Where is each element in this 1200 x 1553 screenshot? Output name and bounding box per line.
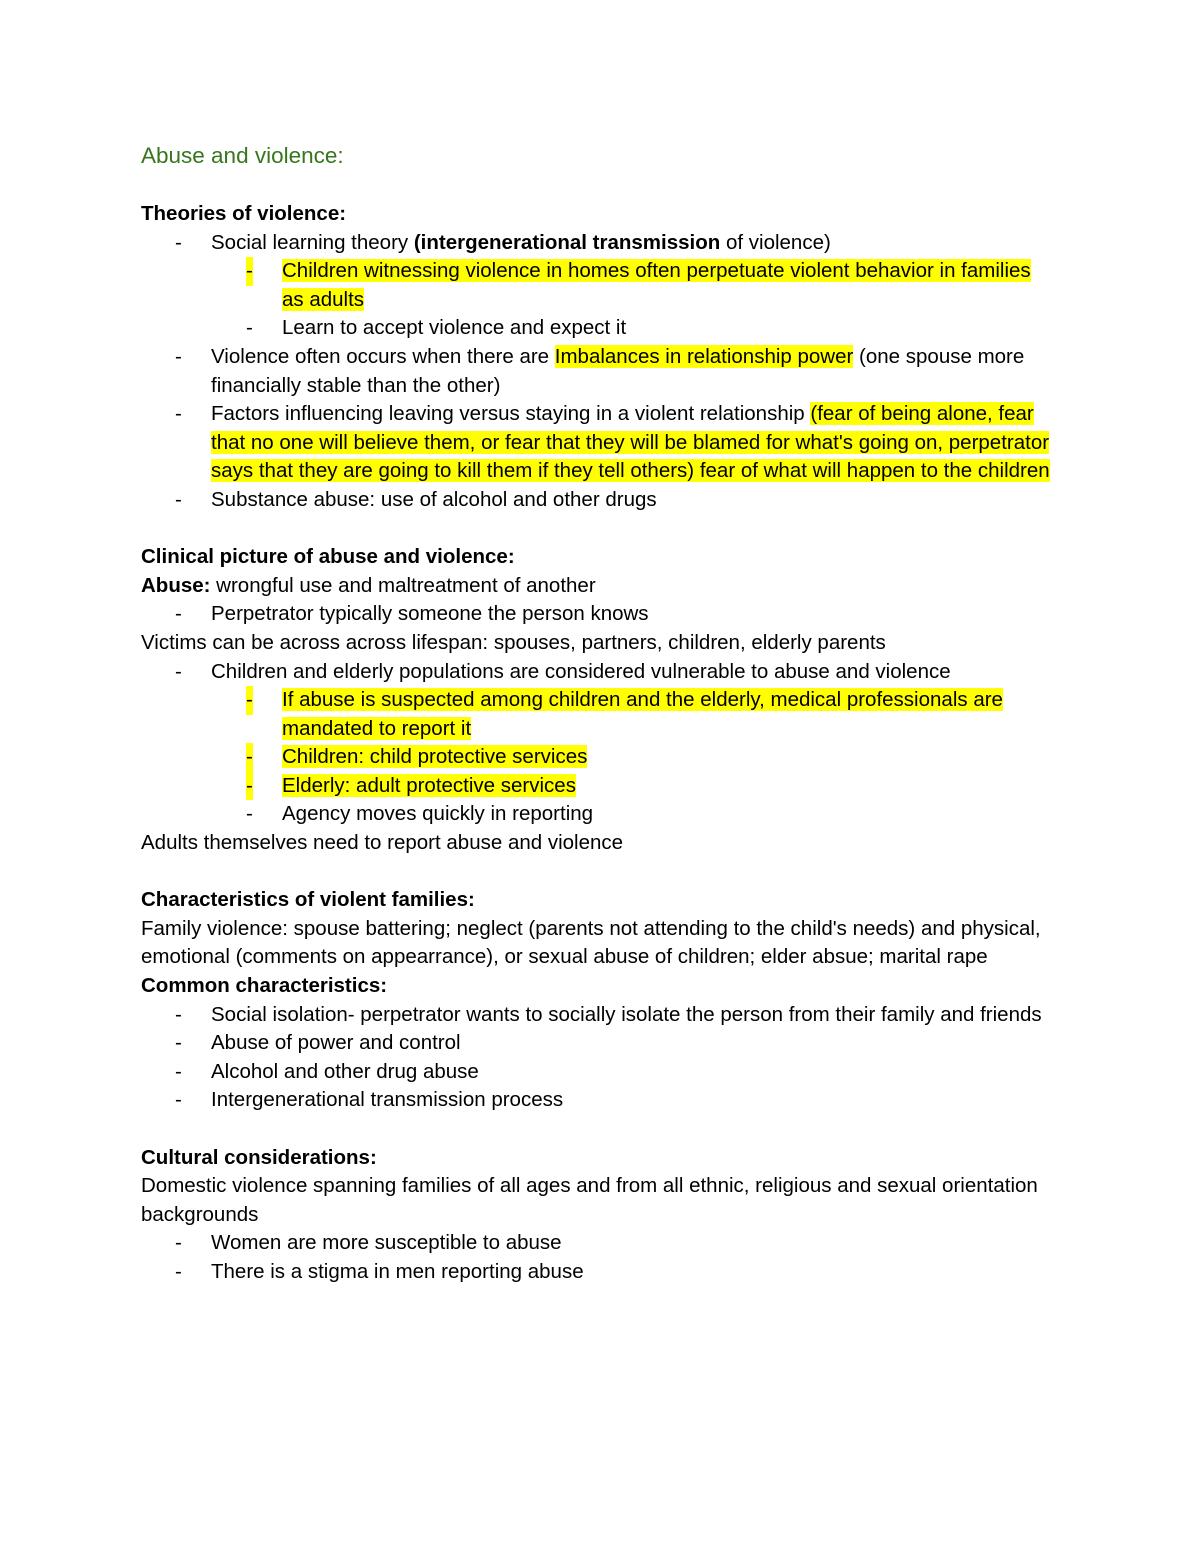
list-item (141, 772, 1051, 801)
bullet-dash: - (175, 1059, 182, 1083)
highlighted-text: Elderly: adult protective services (282, 773, 576, 797)
bullet-dash: - (246, 686, 253, 715)
list-item (141, 658, 1051, 687)
bullet-dash: - (175, 344, 182, 368)
bullet-dash: - (175, 1031, 182, 1055)
list-item (141, 800, 1051, 829)
bullet-dash: - (175, 1002, 182, 1026)
bold-text: (intergenerational transmission (413, 230, 721, 254)
bullet-dash: - (246, 802, 253, 826)
bullet-dash: - (175, 659, 182, 683)
section-heading-families: Characteristics of violent families: (141, 888, 475, 912)
document-title: Abuse and violence: (141, 143, 344, 168)
bullet-dash: - (175, 230, 182, 254)
list-item (141, 1258, 1051, 1287)
bullet-dash: - (175, 487, 182, 511)
bullet-dash: - (175, 1088, 182, 1112)
list-item (141, 1001, 1051, 1030)
list-item (141, 743, 1051, 772)
document-body (141, 141, 1051, 1287)
bullet-dash: - (175, 402, 182, 426)
text-segment: Agency moves quickly in reporting (282, 802, 594, 826)
text-segment: Social learning theory (211, 230, 414, 254)
paragraph: Adults themselves need to report abuse and violence (141, 831, 624, 855)
text-segment: Social isolation- perpetrator wants to socially isolate the person from their family and friends (211, 1002, 1042, 1026)
spacer (141, 858, 1051, 887)
spacer (141, 1115, 1051, 1144)
text-segment: Abuse of power and control (211, 1031, 461, 1055)
text-segment: (one spouse more financially stable than the other) (211, 344, 1025, 397)
text-segment: Violence often occurs when there are (211, 344, 555, 368)
subheading-common: Common characteristics: (141, 974, 388, 998)
text-segment: Perpetrator typically someone the person knows (211, 602, 649, 626)
paragraph (141, 572, 1051, 601)
text-segment: Factors influencing leaving versus staying in a violent relationship (211, 402, 811, 426)
text-segment: There is a stigma in men reporting abuse (211, 1259, 584, 1283)
text-segment: wrongful use and maltreatment of another (210, 573, 596, 597)
bullet-dash: - (246, 316, 253, 340)
text-segment: Learn to accept violence and expect it (282, 316, 627, 340)
list-item (141, 229, 1051, 258)
section-heading-cultural: Cultural considerations: (141, 1145, 377, 1169)
text-segment: Children and elderly populations are considered vulnerable to abuse and violence (211, 659, 951, 683)
list-item (141, 257, 1051, 314)
bold-label: Abuse: (141, 573, 211, 597)
list-item (141, 343, 1051, 400)
list-item (141, 314, 1051, 343)
highlighted-text: Imbalances in relationship power (554, 344, 854, 368)
section-heading-clinical: Clinical picture of abuse and violence: (141, 545, 515, 569)
text-segment: Alcohol and other drug abuse (211, 1059, 479, 1083)
highlighted-text: (fear of being alone, fear that no one will believe them, or fear that they will be blamed for what's going on, perpetrator says that they are going to kill them if they tell others) fear of what will happen to the children (211, 402, 1050, 483)
paragraph: Domestic violence spanning families of all ages and from all ethnic, religious and sexual orientation backgrounds (141, 1174, 1038, 1226)
text-segment: of violence) (720, 230, 831, 254)
list-item (141, 600, 1051, 629)
bullet-dash: - (246, 743, 253, 772)
bullet-dash: - (175, 602, 182, 626)
section-heading-theories: Theories of violence: (141, 202, 347, 225)
list-item (141, 486, 1051, 515)
spacer (141, 515, 1051, 544)
bullet-dash: - (246, 772, 253, 801)
paragraph: Victims can be across across lifespan: spouses, partners, children, elderly parents (141, 630, 886, 654)
highlighted-text: Children: child protective services (282, 745, 588, 769)
text-segment: Women are more susceptible to abuse (211, 1231, 562, 1255)
list-item (141, 1058, 1051, 1087)
bullet-dash: - (175, 1259, 182, 1283)
bullet-dash: - (246, 257, 253, 286)
list-item (141, 686, 1051, 743)
list-item (141, 1086, 1051, 1115)
highlighted-text: If abuse is suspected among children and the elderly, medical professionals are mandated to report it (282, 688, 1003, 740)
bullet-dash: - (175, 1231, 182, 1255)
text-segment: Intergenerational transmission process (211, 1088, 564, 1112)
highlighted-text: Children witnessing violence in homes often perpetuate violent behavior in families as adults (282, 259, 1031, 311)
list-item (141, 400, 1051, 486)
text-segment: Substance abuse: use of alcohol and other drugs (211, 487, 657, 511)
list-item (141, 1229, 1051, 1258)
paragraph: Family violence: spouse battering; neglect (parents not attending to the child's needs) and physical, emotional (comments on appearrance), or sexual abuse of children; elder absue; marital rape (141, 916, 1041, 969)
list-item (141, 1029, 1051, 1058)
